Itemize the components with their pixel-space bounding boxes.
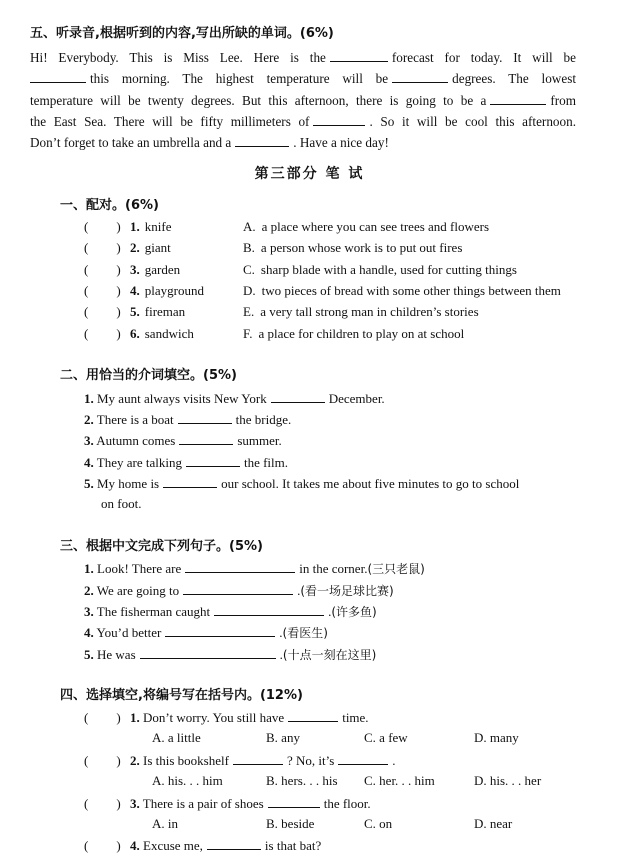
item-text: Is this bookshelf <box>143 753 229 768</box>
prep-item <box>84 412 291 426</box>
definition-text: a place for children to play on at school <box>258 326 465 341</box>
option[interactable]: C. on <box>364 816 393 831</box>
item-text: Autumn comes <box>96 433 176 448</box>
item-number: 2. <box>84 412 94 427</box>
option[interactable]: B. hers. . . his <box>266 773 338 788</box>
item-text: the film. <box>243 455 288 470</box>
chinese-hint: (三只老鼠) <box>367 562 425 576</box>
chinese-hint: (许多鱼) <box>331 605 377 619</box>
item-text: There is a boat <box>96 412 174 427</box>
match-definition <box>243 241 462 254</box>
item-text: . <box>297 583 301 598</box>
answer-blank[interactable] <box>178 412 232 424</box>
answer-parentheses[interactable]: ( ) <box>84 753 121 768</box>
definition-letter: A. <box>243 219 256 234</box>
answer-blank[interactable] <box>140 647 276 659</box>
option[interactable]: D. many <box>474 730 519 745</box>
matching-row <box>84 305 185 318</box>
item-text: We are going to <box>96 583 180 598</box>
passage-text: forecast for today. It will be <box>391 50 576 65</box>
item-text: Excuse me, <box>143 838 203 853</box>
option[interactable]: C. a few <box>364 730 408 745</box>
item-number: 1. <box>130 219 140 234</box>
passage-line-4 <box>30 114 576 128</box>
option[interactable]: B. any <box>266 730 300 745</box>
prepositions-heading: 二、用恰当的介词填空。(5%) <box>60 368 237 383</box>
option[interactable]: D. near <box>474 816 513 831</box>
item-text: Look! There are <box>97 561 182 576</box>
item-text: . <box>392 753 396 768</box>
passage-line-3 <box>30 93 576 107</box>
item-text: . <box>279 647 283 662</box>
passage-line-5 <box>30 135 389 149</box>
item-number: 5. <box>84 647 94 662</box>
answer-parentheses[interactable]: ( ) <box>84 262 121 277</box>
item-number: 5. <box>84 476 94 491</box>
passage-text: the East Sea. There will be fifty millimeters of <box>30 114 310 129</box>
match-definition <box>243 305 479 318</box>
item-number: 3. <box>84 604 94 619</box>
chinese-hint: (十点一刻在这里) <box>282 648 377 662</box>
answer-blank[interactable] <box>214 604 324 616</box>
prep-item <box>84 391 385 405</box>
passage-line-1 <box>30 50 576 64</box>
matching-row <box>84 263 180 276</box>
item-number: 6. <box>130 326 140 341</box>
item-number: 1. <box>84 561 94 576</box>
answer-parentheses[interactable]: ( ) <box>84 326 121 341</box>
item-text: . <box>279 625 283 640</box>
option[interactable]: D. his. . . her <box>474 773 542 788</box>
answer-blank[interactable] <box>313 114 365 126</box>
definition-letter: E. <box>243 304 255 319</box>
answer-blank[interactable] <box>392 71 448 83</box>
answer-blank[interactable] <box>271 391 325 403</box>
answer-blank[interactable] <box>338 753 388 765</box>
passage-text: this morning. The highest temperature will be <box>90 71 389 86</box>
passage-text: . Have a nice day! <box>293 135 389 150</box>
option[interactable]: A. a little <box>152 730 201 745</box>
prep-item <box>84 455 288 469</box>
option[interactable]: A. his. . . him <box>152 773 223 788</box>
matching-heading: 一、配对。(6%) <box>60 198 159 213</box>
match-definition <box>243 263 517 276</box>
answer-blank[interactable] <box>268 796 320 808</box>
choice-item <box>84 838 321 852</box>
choice-item <box>84 753 396 767</box>
answer-blank[interactable] <box>183 583 293 595</box>
answer-parentheses[interactable]: ( ) <box>84 304 121 319</box>
item-text: the floor. <box>323 796 371 811</box>
option[interactable]: A. in <box>152 816 178 831</box>
translation-item <box>84 625 328 639</box>
answer-parentheses[interactable]: ( ) <box>84 219 121 234</box>
item-number: 4. <box>130 283 140 298</box>
answer-blank[interactable] <box>185 561 295 573</box>
answer-blank[interactable] <box>30 71 86 83</box>
item-number: 2. <box>130 753 140 768</box>
matching-row <box>84 284 204 297</box>
definition-letter: F. <box>243 326 253 341</box>
item-text: My aunt always visits New York <box>97 391 267 406</box>
answer-blank[interactable] <box>163 476 217 488</box>
match-word: knife <box>144 219 172 234</box>
answer-parentheses[interactable]: ( ) <box>84 796 121 811</box>
item-text: The fisherman caught <box>96 604 211 619</box>
matching-row <box>84 241 171 254</box>
part3-title: 第三部分 笔 试 <box>254 166 365 182</box>
match-word: giant <box>144 240 171 255</box>
item-number: 4. <box>130 838 140 853</box>
item-text: He was <box>97 647 136 662</box>
item-text: summer. <box>237 433 282 448</box>
answer-parentheses[interactable]: ( ) <box>84 710 121 725</box>
prep-item-continuation: on foot. <box>101 496 142 511</box>
match-definition <box>243 284 561 297</box>
translation-item <box>84 583 394 597</box>
item-text: the bridge. <box>235 412 292 427</box>
match-word: fireman <box>144 304 186 319</box>
item-text: our school. It takes me about five minutes to go to school <box>221 476 520 491</box>
passage-line-2 <box>30 71 576 85</box>
answer-blank[interactable] <box>288 710 338 722</box>
translation-heading: 三、根据中文完成下列句子。(5%) <box>60 539 263 554</box>
definition-text: a person whose work is to put out fires <box>260 240 463 255</box>
option[interactable]: C. her. . . him <box>364 773 435 788</box>
match-definition <box>243 327 464 340</box>
definition-text: two pieces of bread with some other things between them <box>261 283 561 298</box>
item-text: in the corner. <box>299 561 368 576</box>
definition-text: a very tall strong man in children’s stories <box>260 304 479 319</box>
item-text: time. <box>342 710 369 725</box>
item-number: 1. <box>130 710 140 725</box>
answer-blank[interactable] <box>207 838 261 850</box>
definition-text: a place where you can see trees and flowers <box>261 219 490 234</box>
item-text: There is a pair of shoes <box>142 796 264 811</box>
answer-blank[interactable] <box>490 93 546 105</box>
translation-item <box>84 647 376 661</box>
answer-blank[interactable] <box>186 455 240 467</box>
choice-heading: 四、选择填空,将编号写在括号内。(12%) <box>60 688 303 703</box>
answer-blank[interactable] <box>179 433 233 445</box>
item-text: ? No, it’s <box>286 753 335 768</box>
passage-text: temperature will be twenty degrees. But this afternoon, there is going to be a <box>30 93 487 108</box>
definition-letter: C. <box>243 262 255 277</box>
match-word: sandwich <box>144 326 194 341</box>
passage-text: Don’t forget to take an umbrella and a <box>30 135 232 150</box>
item-number: 2. <box>130 240 140 255</box>
answer-blank[interactable] <box>235 135 289 147</box>
item-number: 4. <box>84 455 94 470</box>
definition-letter: B. <box>243 240 255 255</box>
item-text: Don’t worry. You still have <box>143 710 285 725</box>
passage-text: Hi! Everybody. This is Miss Lee. Here is the <box>30 50 326 65</box>
answer-blank[interactable] <box>233 753 283 765</box>
option[interactable]: B. beside <box>266 816 315 831</box>
item-number: 3. <box>84 433 94 448</box>
answer-parentheses[interactable]: ( ) <box>84 838 121 853</box>
answer-blank[interactable] <box>330 50 388 62</box>
item-text: You’d better <box>96 625 162 640</box>
item-text: My home is <box>97 476 160 491</box>
item-number: 3. <box>130 796 140 811</box>
translation-item <box>84 604 377 618</box>
choice-item <box>84 796 371 810</box>
definition-letter: D. <box>243 283 256 298</box>
passage-text: from <box>550 93 576 108</box>
item-text: They are talking <box>96 455 182 470</box>
item-text: is that bat? <box>264 838 322 853</box>
matching-row <box>84 327 194 340</box>
section5-heading: 五、听录音,根据听到的内容,写出所缺的单词。(6%) <box>30 26 334 41</box>
item-number: 4. <box>84 625 94 640</box>
prep-item <box>84 476 519 490</box>
item-number: 2. <box>84 583 94 598</box>
chinese-hint: (看医生) <box>282 626 328 640</box>
item-text: . <box>328 604 332 619</box>
answer-blank[interactable] <box>165 625 275 637</box>
item-text: December. <box>328 391 385 406</box>
choice-item <box>84 710 369 724</box>
definition-text: sharp blade with a handle, used for cutting things <box>260 262 517 277</box>
chinese-hint: (看一场足球比赛) <box>300 584 394 598</box>
prep-item <box>84 433 282 447</box>
item-number: 3. <box>130 262 140 277</box>
matching-row <box>84 220 171 233</box>
translation-item <box>84 561 425 575</box>
item-number: 1. <box>84 391 94 406</box>
item-number: 5. <box>130 304 140 319</box>
match-definition <box>243 220 489 233</box>
passage-text: . So it will be cool this afternoon. <box>369 114 576 129</box>
answer-parentheses[interactable]: ( ) <box>84 283 121 298</box>
answer-parentheses[interactable]: ( ) <box>84 240 121 255</box>
passage-text: degrees. The lowest <box>452 71 576 86</box>
match-word: playground <box>144 283 204 298</box>
match-word: garden <box>144 262 181 277</box>
